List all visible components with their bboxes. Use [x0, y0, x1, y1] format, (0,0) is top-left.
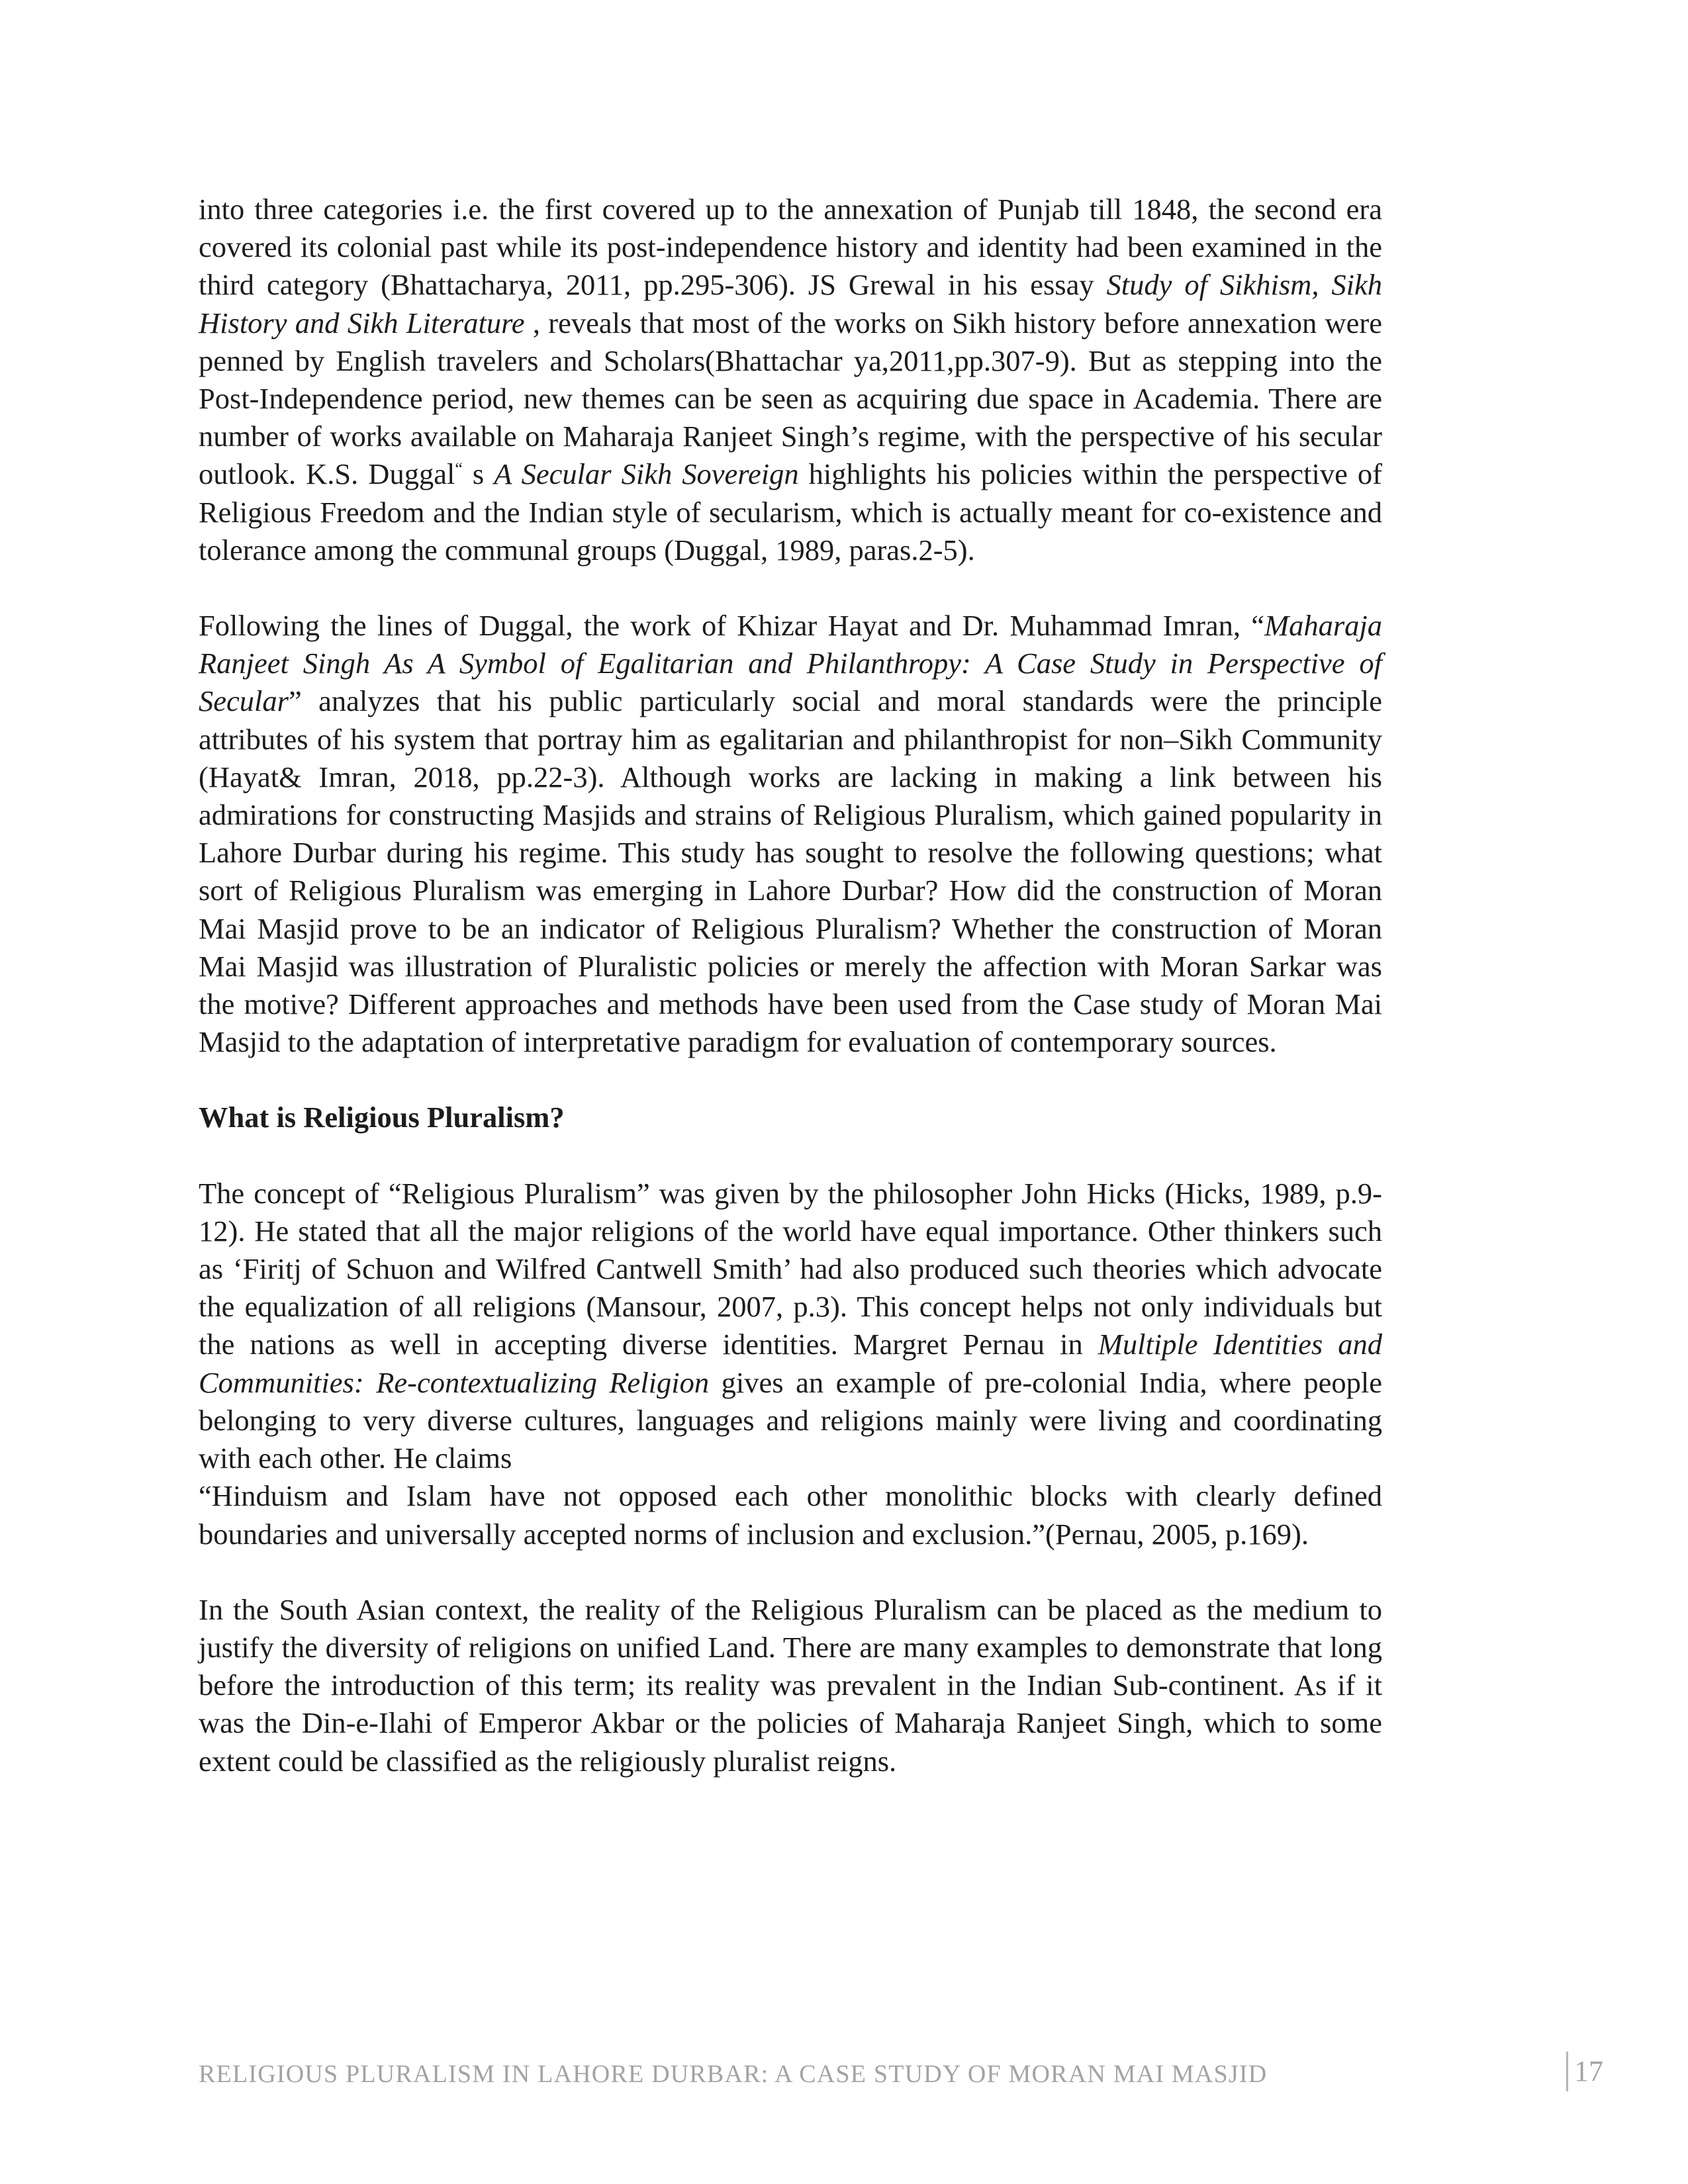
paragraph-spacer [199, 1061, 1382, 1099]
page-number: 17 [1574, 2055, 1603, 2087]
paragraph-1-text-b: , reveals that most of the works on Sikh history before annexation were penned by English travelers and Scholars(Bhattachar ya,2011,pp.307-9). But as stepping into the Post-Independence period, new themes can be seen as acquiring due space in Academia. There are number of works available on Maharaja Ranjeet Singh’s regime, with the perspective of his secular outlook. K.S. Duggal [199, 306, 1382, 491]
paragraph-spacer [199, 569, 1382, 607]
paragraph-3-text-b: gives an example of pre-colonial India, where people belonging to very diverse cultures, languages and religions mainly were living and coordinating with each other. He claims [199, 1365, 1382, 1475]
page-number-divider [1566, 2052, 1568, 2091]
article-title-hayat-imran: Maharaja Ranjeet Singh As A Symbol of Egalitarian and Philanthropy: A Case Study in Perspective of Secular [199, 609, 1382, 718]
paragraph-3 [199, 1175, 1382, 1478]
paragraph-1-text-d: highlights his policies within the perspective of Religious Freedom and the Indian style of secularism, which is actually meant for co-existence and tolerance among the communal groups (Duggal, 1989, paras.2-5). [199, 457, 1382, 567]
paragraph-1 [199, 191, 1382, 569]
paragraph-1-text-c: s [462, 457, 494, 491]
paragraph-2-text-b: ” analyzes that his public particularly social and moral standards were the principle attributes of his system that portray him as egalitarian and philanthropist for non–Sikh Community (Hayat& Imran, 2018, pp.22-3). Although works are lacking in making a link between his admirations for constructing Masjids and strains of Religious Pluralism, which gained popularity in Lahore Durbar during his regime. This study has sought to resolve the following questions; what sort of Religious Pluralism was emerging in Lahore Durbar? How did the construction of Moran Mai Masjid prove to be an indicator of Religious Pluralism? Whether the construction of Moran Mai Masjid was illustration of Pluralistic policies or merely the affection with Moran Sarkar was the motive? Different approaches and methods have been used from the Case study of Moran Mai Masjid to the adaptation of interpretative paradigm for evaluation of contemporary sources. [199, 684, 1382, 1059]
body-text [199, 191, 1382, 1780]
paragraph-spacer [199, 1137, 1382, 1175]
running-footer-title: RELIGIOUS PLURALISM IN LAHORE DURBAR: A CASE STUDY OF MORAN MAI MASJID [199, 2060, 1268, 2088]
paragraph-3-quote: “Hinduism and Islam have not opposed each other monolithic blocks with clearly defined boundaries and universally accepted norms of inclusion and exclusion.”(Pernau, 2005, p.169). [199, 1479, 1382, 1551]
book-title-duggal: A Secular Sikh Sovereign [494, 457, 799, 491]
paragraph-3-text-a: The concept of “Religious Pluralism” was given by the philosopher John Hicks (Hicks, 1989, p.9-12). He stated that all the major religions of the world have equal importance. Other thinkers such as ‘Firitj of Schuon and Wilfred Cantwell Smith’ had also produced such theories which advocate the equalization of all religions (Mansour, 2007, p.3). This concept helps not only individuals but the nations as well in accepting diverse identities. Margret Pernau in [199, 1176, 1382, 1361]
book-title-pernau: Multiple Identities and Communities: Re-contextualizing Religion [199, 1328, 1382, 1399]
paragraph-spacer [199, 1553, 1382, 1591]
stray-quote-mark: “ [455, 459, 463, 479]
paragraph-2 [199, 607, 1382, 1061]
paragraph-4: In the South Asian context, the reality of the Religious Pluralism can be placed as the medium to justify the diversity of religions on unified Land. There are many examples to demonstrate that long before the introduction of this term; its reality was prevalent in the Indian Sub-continent. As if it was the Din-e-Ilahi of Emperor Akbar or the policies of Maharaja Ranjeet Singh, which to some extent could be classified as the religiously pluralist reigns. [199, 1592, 1382, 1778]
paragraph-1-text-a: into three categories i.e. the first covered up to the annexation of Punjab till 1848, the second era covered its colonial past while its post-independence history and identity had been examined in the third category (Bhattacharya, 2011, pp.295-306). JS Grewal in his essay [199, 193, 1382, 302]
book-title-grewal: Study of Sikhism, Sikh History and Sikh Literature [199, 268, 1382, 340]
paragraph-2-text-a: Following the lines of Duggal, the work of Khizar Hayat and Dr. Muhammad Imran, “ [199, 609, 1264, 643]
section-heading: What is Religious Pluralism? [199, 1101, 565, 1134]
